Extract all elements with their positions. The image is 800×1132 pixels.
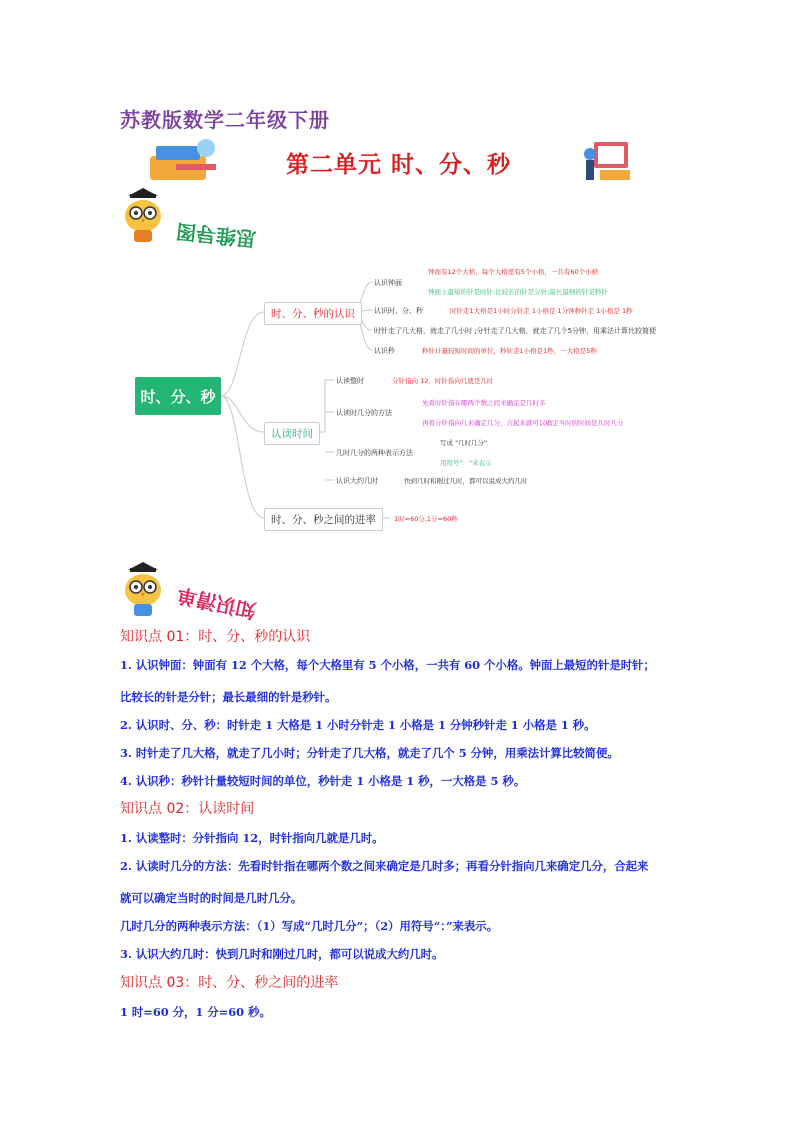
kp01-line: 4. 认识秒：秒针计量较短时间的单位，秒针走 1 小格是 1 秒，一大格是 5 秒。 bbox=[120, 774, 526, 788]
node-clock-face: 认识钟面 bbox=[374, 279, 402, 287]
branch-rates: 时、分、秒之间的进率 bbox=[264, 508, 383, 531]
leaf-read-method-1: 先看时针指在哪两个数之间来确定是几时多 bbox=[422, 399, 546, 407]
leaf-notation-2: 用符号"："来表示 bbox=[440, 459, 492, 467]
kp02-line: 2. 认读时几分的方法：先看时针指在哪两个数之间来确定是几时多；再看分针指向几来确定几分，合起来 bbox=[120, 859, 649, 873]
node-read-method: 认读时几分的方法 bbox=[336, 409, 392, 417]
kp02-line: 就可以确定当时的时间是几时几分。 bbox=[120, 891, 303, 905]
leaf-whole-hour: 分针指向 12，时针指向几就是几时 bbox=[392, 377, 494, 385]
leaf-clock-face-2: 钟面上最短的针是时针;比较长的针是分针;最长最细的针是秒针 bbox=[428, 288, 608, 296]
kp02-heading: 知识点 02：认读时间 bbox=[120, 801, 255, 817]
book-title: 苏教版数学二年级下册 bbox=[120, 108, 330, 132]
node-hand-moves: 时针走了几大格，就走了几小时 ;分针走了几大格，就走了几个5分钟，用乘法计算比较简便 bbox=[374, 327, 657, 335]
branch-read-time: 认读时间 bbox=[264, 422, 320, 445]
node-hms: 认识时、分、秒 bbox=[374, 307, 423, 315]
mind-map-banner: 思维导图 bbox=[175, 218, 258, 252]
owl-mascot-icon bbox=[118, 562, 168, 618]
leaf-rates: 1时=60分,1分=60秒 bbox=[394, 515, 458, 523]
node-two-notations: 几时几分的两种表示方法 bbox=[336, 449, 413, 457]
kp01-line: 2. 认识时、分、秒：时针走 1 大格是 1 小时分针走 1 小格是 1 分钟秒针走 1 小格是 1 秒。 bbox=[120, 718, 596, 732]
kp01-heading: 知识点 01：时、分、秒的认识 bbox=[120, 629, 311, 645]
leaf-read-method-2: 再看分针指向几来确定几分，合起来就可以确定当时的时间是几时几分 bbox=[422, 419, 624, 427]
leaf-about-hour: 快到几时和刚过几时，都可以说成大约几时 bbox=[404, 477, 528, 485]
kp01-line: 1. 认识钟面：钟面有 12 个大格，每个大格里有 5 个小格，一共有 60 个小格。钟面上最短的针是时针； bbox=[120, 658, 655, 672]
knowledge-banner: 知识清单 bbox=[174, 582, 258, 624]
kp03-heading: 知识点 03：时、分、秒之间的进率 bbox=[120, 975, 339, 991]
node-whole-hour: 认读整时 bbox=[336, 377, 364, 385]
node-seconds: 认识秒 bbox=[374, 347, 395, 355]
kp02-line: 1. 认读整时：分针指向 12，时针指向几就是几时。 bbox=[120, 831, 384, 845]
node-about-hour: 认识大约几时 bbox=[336, 477, 378, 485]
leaf-hms: 时针走1大格是1小时分针走 1小格是 1分钟秒针走 1小格是 1秒 bbox=[450, 307, 633, 315]
unit-title: 第二单元 时、分、秒 bbox=[286, 151, 512, 178]
leaf-clock-face-1: 钟面有12个大格，每个大格里有5个小格，一共有60个小格 bbox=[428, 268, 599, 276]
kp02-line: 3. 认识大约几时：快到几时和刚过几时，都可以说成大约几时。 bbox=[120, 947, 444, 961]
kp01-line: 3. 时针走了几大格，就走了几小时；分针走了几大格，就走了几个 5 分钟，用乘法计算比较简便。 bbox=[120, 746, 619, 760]
kp01-line: 比较长的针是分针；最长最细的针是秒针。 bbox=[120, 690, 337, 704]
leaf-seconds: 秒针计量较短时间的单位，秒针走1小格是1秒，一大格是5秒 bbox=[422, 347, 597, 355]
kp03-line: 1 时=60 分，1 分=60 秒。 bbox=[120, 1005, 271, 1019]
kp02-line: 几时几分的两种表示方法：（1）写成“几时几分”；（2）用符号“：”来表示。 bbox=[120, 919, 499, 933]
mind-map-root: 时、分、秒 bbox=[135, 377, 221, 415]
branch-recognize: 时、分、秒的认识 bbox=[264, 302, 362, 325]
leaf-notation-1: 写成 "几时几分" bbox=[440, 439, 488, 447]
